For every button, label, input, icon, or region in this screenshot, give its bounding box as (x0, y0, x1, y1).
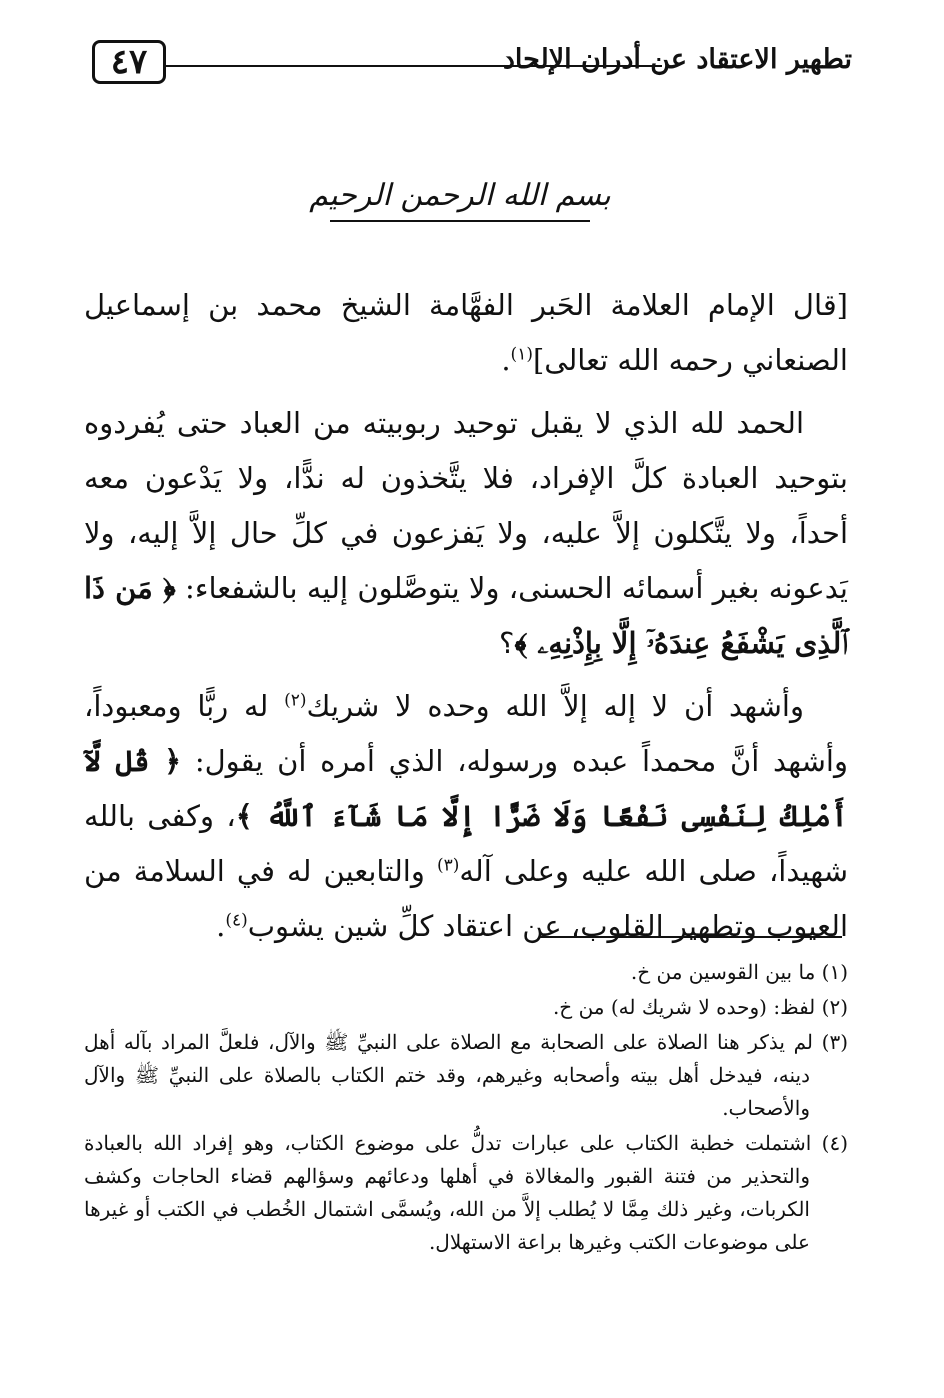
paragraph-intro (84, 278, 848, 388)
hamd-end: ؟ (499, 626, 515, 660)
footnote-1: (١) ما بين القوسين من خ. (630, 960, 848, 984)
shahada-text-a: وأشهد أن لا إله إلاَّ الله وحده لا شريك (306, 689, 804, 723)
basmala-flourish (330, 220, 590, 222)
footnote-3: (٣) لم يذكر هنا الصلاة على الصحابة مع الصلاة على النبيِّ ﷺ والآل، فلعلَّ المراد بآله أهل دينه، فيدخل أهل بيته وأصحابه وغيرهم، وقد ختم الكتاب بالصلاة على النبيِّ ﷺ والآل والأصحاب. (84, 1030, 848, 1120)
basmala-text: بسم الله الرحمن الرحيم (309, 178, 611, 213)
running-title: تطهير الاعتقاد عن أدران الإلحاد (502, 44, 852, 75)
main-text (84, 278, 848, 962)
shahada-text-d: والتابعين له في السلامة من العيوب وتطهير القلوب، عن اعتقاد كلِّ شين يشوب (84, 854, 848, 943)
footnote-ref: (٤) (225, 910, 248, 931)
page-header (92, 38, 852, 100)
basmala (300, 178, 620, 238)
footnote-ref: (٢) (284, 690, 307, 711)
intro-text: [قال الإمام العلامة الحَبر الفهَّامة الشيخ محمد بن إسماعيل الصنعاني رحمه الله تعالى] (84, 288, 848, 377)
footnote-ref: (٣) (436, 855, 460, 876)
paragraph-shahada (84, 679, 848, 954)
quran-verse: ﴿ قُل لَّآ أَمْلِكُ لِنَفْسِى نَفْعًا وَلَا ضَرًّا إِلَّا مَا شَآءَ ٱللَّهُ ﴾ (84, 744, 849, 833)
footnotes (84, 956, 848, 1261)
quran-verse: ﴿ مَن ذَا ٱلَّذِى يَشْفَعُ عِندَهُۥٓ إِلَّا بِإِذْنِهِۦ ﴾ (84, 571, 848, 660)
shahada-text-b: له ربًّا ومعبوداً، وأشهد أنَّ محمداً عبده ورسوله، الذي أمره أن يقول: (84, 689, 848, 778)
footnote-4: (٤) اشتملت خطبة الكتاب على عبارات تدلُّ على موضوع الكتاب، وهو إفراد الله بالعبادة والتحذير من فتنة القبور والمغالاة في أهلها ودعائهم وسؤالهم قضاء الحاجات وكشف الكربات، وغير ذلك مِمَّا لا يُطلب إلاَّ من الله، ويُسمَّى اشتمال الخُطب في الكتب أو غيرها على موضوعات الكتب وغيرها براعة الاستهلال. (84, 1131, 848, 1254)
hamd-text: الحمد لله الذي لا يقبل توحيد ربوبيته من العباد حتى يُفردوه بتوحيد العبادة كلَّ الإفراد، فلا يتَّخذون له ندًّا، ولا يَدْعون معه أحداً، ولا يتَّكلون إلاَّ عليه، ولا يَفزعون في كلِّ حال إلاَّ إليه، ولا يَدعونه بغير أسمائه الحسنى، ولا يتوصَّلون إليه بالشفعاء: (84, 406, 848, 605)
footnote-separator (540, 936, 842, 938)
shahada-end: . (216, 909, 226, 943)
footnote-ref: (١) (510, 344, 533, 365)
paragraph-hamd (84, 396, 848, 671)
footnote-2: (٢) لفظ: (وحده لا شريك له) من خ. (552, 995, 848, 1019)
intro-end: . (501, 343, 511, 377)
page-number: ٤٧ (92, 40, 166, 84)
shahada-text-c: ، وكفى بالله شهيداً، صلى الله عليه وعلى آله (84, 799, 848, 888)
